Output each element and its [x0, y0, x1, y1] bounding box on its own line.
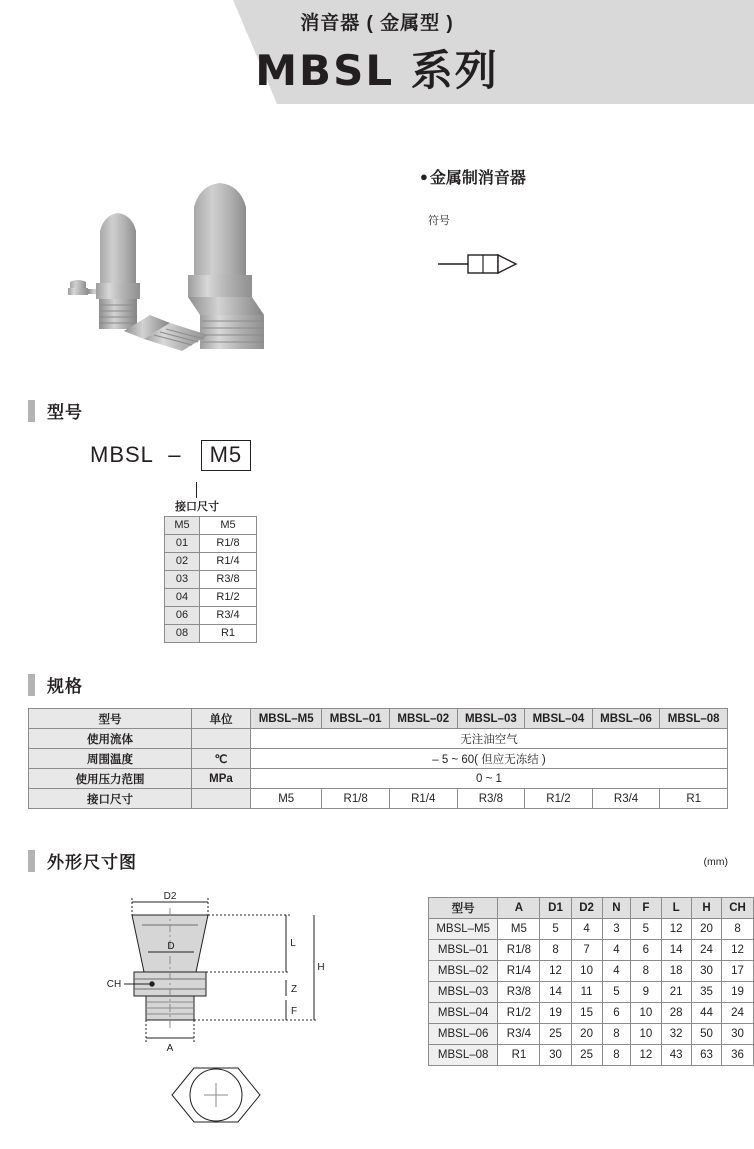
spec-row-unit: MPa — [192, 769, 251, 789]
dim-cell: 44 — [691, 1003, 721, 1024]
header-subtitle: 消音器 ( 金属型 ) — [300, 13, 454, 34]
dim-cell: 5 — [631, 919, 661, 940]
table-row — [29, 769, 728, 789]
dim-cell: 3 — [602, 919, 631, 940]
dim-cell: 19 — [722, 982, 754, 1003]
unit-note: (mm) — [703, 856, 728, 868]
specification-table — [28, 708, 728, 809]
dim-cell-model: MBSL–04 — [429, 1003, 498, 1024]
dim-header-h: H — [691, 898, 721, 919]
model-code-row — [90, 440, 251, 471]
spec-row-label: 周围温度 — [29, 749, 192, 769]
port-code: 03 — [165, 571, 200, 589]
dim-cell-model: MBSL–02 — [429, 961, 498, 982]
dim-header-l: L — [661, 898, 691, 919]
dim-cell: 10 — [631, 1003, 661, 1024]
callout-h: H — [317, 962, 325, 973]
spec-row-value-merged: 无注油空气 — [251, 729, 728, 749]
model-code-suffix-box: M5 — [201, 440, 252, 471]
dim-cell: 15 — [571, 1003, 602, 1024]
dim-cell: R1/8 — [498, 940, 540, 961]
spec-header-model: 型号 — [29, 709, 192, 729]
spec-cell: R3/8 — [457, 789, 525, 809]
callout-d: D — [167, 941, 175, 952]
dim-cell: 5 — [540, 919, 571, 940]
spec-header-04: MBSL–04 — [525, 709, 593, 729]
model-code-prefix: MBSL — [90, 442, 154, 467]
port-code: 08 — [165, 625, 200, 643]
dim-cell-model: MBSL–03 — [429, 982, 498, 1003]
spec-header-01: MBSL–01 — [322, 709, 390, 729]
dim-header-d2: D2 — [571, 898, 602, 919]
dim-cell: 4 — [602, 961, 631, 982]
dim-cell: 25 — [571, 1045, 602, 1066]
callout-a: A — [166, 1043, 174, 1054]
symbol-label: 符号 — [428, 215, 450, 227]
table-row — [429, 919, 754, 940]
leader-line — [196, 482, 197, 498]
dim-cell: 6 — [631, 940, 661, 961]
dim-cell: 32 — [661, 1024, 691, 1045]
section-heading-model-label: 型号 — [47, 403, 83, 422]
dim-header-f: F — [631, 898, 661, 919]
port-size: R3/8 — [200, 571, 257, 589]
page-title: MBSL 系列 — [255, 46, 499, 95]
dim-cell: 35 — [691, 982, 721, 1003]
dim-cell: 18 — [661, 961, 691, 982]
table-header-row — [29, 709, 728, 729]
port-size-caption: 接口尺寸 — [175, 501, 219, 513]
table-row — [29, 749, 728, 769]
table-row — [165, 607, 257, 625]
dim-cell: 8 — [540, 940, 571, 961]
table-row — [165, 553, 257, 571]
dim-cell: M5 — [498, 919, 540, 940]
accent-bar — [28, 850, 35, 872]
dim-cell: 8 — [722, 919, 754, 940]
model-code-dash: – — [168, 442, 182, 467]
dim-cell: R1 — [498, 1045, 540, 1066]
accent-bar — [28, 674, 35, 696]
accent-bar — [28, 400, 35, 422]
dim-cell: R3/8 — [498, 982, 540, 1003]
dim-cell: 10 — [571, 961, 602, 982]
section-heading-spec — [28, 672, 83, 697]
callout-d2: D2 — [163, 891, 177, 902]
table-row — [29, 729, 728, 749]
page-header — [0, 0, 754, 104]
spec-row-unit — [192, 789, 251, 809]
table-row — [429, 1024, 754, 1045]
dimension-table-wrap — [428, 897, 754, 1066]
dim-cell: 63 — [691, 1045, 721, 1066]
dim-cell: 14 — [540, 982, 571, 1003]
dim-cell-model: MBSL–08 — [429, 1045, 498, 1066]
dim-cell: 21 — [661, 982, 691, 1003]
product-photo — [40, 105, 380, 370]
specification-table-wrap — [28, 708, 728, 809]
dim-cell: 36 — [722, 1045, 754, 1066]
dim-cell: 20 — [571, 1024, 602, 1045]
table-row — [165, 589, 257, 607]
table-row — [165, 517, 257, 535]
table-header-row — [429, 898, 754, 919]
spec-header-08: MBSL–08 — [660, 709, 728, 729]
dim-header-d1: D1 — [540, 898, 571, 919]
spec-cell: R1/4 — [389, 789, 457, 809]
table-row — [429, 982, 754, 1003]
bullet-icon: ● — [420, 169, 428, 184]
dim-cell: 43 — [661, 1045, 691, 1066]
spec-cell: R3/4 — [592, 789, 660, 809]
dimension-drawing — [90, 880, 390, 1135]
dim-header-n: N — [602, 898, 631, 919]
dim-cell: 12 — [661, 919, 691, 940]
port-size: R1/8 — [200, 535, 257, 553]
table-row — [429, 961, 754, 982]
table-row — [165, 625, 257, 643]
feature-heading — [420, 165, 720, 188]
port-code: M5 — [165, 517, 200, 535]
dim-cell: 8 — [602, 1045, 631, 1066]
port-size: R1/2 — [200, 589, 257, 607]
dim-cell: 4 — [571, 919, 602, 940]
port-code: 06 — [165, 607, 200, 625]
dim-cell: 8 — [631, 961, 661, 982]
section-heading-model — [28, 398, 83, 423]
spec-cell: R1/2 — [525, 789, 593, 809]
section-heading-dimension — [28, 848, 137, 873]
port-size-table — [164, 516, 257, 643]
port-size: R3/4 — [200, 607, 257, 625]
table-row — [429, 1045, 754, 1066]
spec-row-value-merged: – 5 ~ 60( 但应无冻结 ) — [251, 749, 728, 769]
dim-cell: R1/2 — [498, 1003, 540, 1024]
spec-row-label: 使用压力范围 — [29, 769, 192, 789]
dim-cell: 30 — [691, 961, 721, 982]
dim-cell: 24 — [691, 940, 721, 961]
table-row — [429, 940, 754, 961]
table-row — [165, 571, 257, 589]
spec-header-06: MBSL–06 — [592, 709, 660, 729]
spec-header-03: MBSL–03 — [457, 709, 525, 729]
dim-cell: 25 — [540, 1024, 571, 1045]
spec-cell: M5 — [251, 789, 322, 809]
dim-cell: 12 — [631, 1045, 661, 1066]
spec-cell: R1/8 — [322, 789, 390, 809]
dim-cell: 12 — [540, 961, 571, 982]
pneumatic-symbol-icon — [438, 245, 528, 283]
callout-l: L — [290, 938, 296, 949]
table-row — [429, 1003, 754, 1024]
port-code: 04 — [165, 589, 200, 607]
dim-cell: 8 — [602, 1024, 631, 1045]
spec-header-02: MBSL–02 — [389, 709, 457, 729]
dim-header-model: 型号 — [429, 898, 498, 919]
spec-row-unit: ℃ — [192, 749, 251, 769]
dim-cell: 11 — [571, 982, 602, 1003]
dim-cell: 24 — [722, 1003, 754, 1024]
callout-f: F — [290, 1006, 298, 1017]
port-code: 02 — [165, 553, 200, 571]
feature-text: 金属制消音器 — [429, 170, 526, 187]
dim-cell: 12 — [722, 940, 754, 961]
dim-cell-model: MBSL–01 — [429, 940, 498, 961]
port-size: R1/4 — [200, 553, 257, 571]
spec-row-unit — [192, 729, 251, 749]
spec-row-label: 使用流体 — [29, 729, 192, 749]
dim-cell: 30 — [540, 1045, 571, 1066]
spec-row-value-merged: 0 ~ 1 — [251, 769, 728, 789]
dim-header-a: A — [498, 898, 540, 919]
callout-ch: CH — [106, 979, 122, 990]
dim-cell: 5 — [602, 982, 631, 1003]
dim-cell-model: MBSL–06 — [429, 1024, 498, 1045]
dim-cell: R1/4 — [498, 961, 540, 982]
callout-z: Z — [290, 984, 298, 995]
dim-cell: 6 — [602, 1003, 631, 1024]
table-row — [165, 535, 257, 553]
port-size: R1 — [200, 625, 257, 643]
dimension-table — [428, 897, 754, 1066]
spec-header-m5: MBSL–M5 — [251, 709, 322, 729]
spec-row-label: 接口尺寸 — [29, 789, 192, 809]
section-heading-dimension-label: 外形尺寸图 — [47, 853, 137, 872]
dim-header-ch: CH — [722, 898, 754, 919]
section-heading-spec-label: 规格 — [47, 677, 83, 696]
dim-cell: R3/4 — [498, 1024, 540, 1045]
dim-cell-model: MBSL–M5 — [429, 919, 498, 940]
port-code: 01 — [165, 535, 200, 553]
table-row — [29, 789, 728, 809]
dim-cell: 10 — [631, 1024, 661, 1045]
dim-cell: 30 — [722, 1024, 754, 1045]
dim-cell: 28 — [661, 1003, 691, 1024]
port-size: M5 — [200, 517, 257, 535]
dim-cell: 17 — [722, 961, 754, 982]
dim-cell: 19 — [540, 1003, 571, 1024]
spec-cell: R1 — [660, 789, 728, 809]
dim-cell: 14 — [661, 940, 691, 961]
dim-cell: 9 — [631, 982, 661, 1003]
dim-cell: 7 — [571, 940, 602, 961]
spec-header-unit: 单位 — [192, 709, 251, 729]
dim-cell: 20 — [691, 919, 721, 940]
dim-cell: 4 — [602, 940, 631, 961]
dim-cell: 50 — [691, 1024, 721, 1045]
